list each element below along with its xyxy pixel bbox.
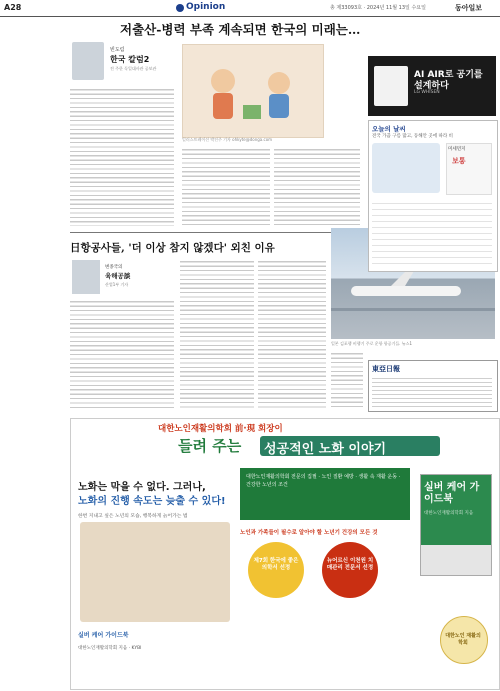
column2-corner: 육해공談 [105, 272, 131, 280]
society-badge-text: 대한노인 재활의학회 [445, 633, 481, 646]
air-conditioner-image [374, 66, 408, 106]
award-text-1: 제7회 한국에 좋은 의학서 선정 [253, 558, 299, 571]
author-role: 전 주한 독일대사관 공보관 [110, 66, 157, 71]
weather-title: 오늘의 날씨 [372, 125, 406, 133]
weather-index-label: 미세먼지 [448, 147, 466, 152]
ad-lead-line2: 노화의 진행 속도는 늦출 수 있다! [78, 496, 226, 507]
author2-photo [72, 260, 100, 294]
column2-text-a [70, 298, 174, 410]
column-corner: 한국 칼럼2 [110, 55, 150, 64]
ad-footer-info: 대한노인재활의학회 지음 · KYBI [78, 646, 142, 651]
photo-caption: 일본 김포행 비행기 주로 운항 항공기들. 뉴스1 [331, 341, 412, 346]
ad-lead-line1: 노화는 막을 수 없다. 그러나, [78, 482, 206, 493]
column2-title: 日항공사들, '더 이상 참지 않겠다' 외친 이유 [70, 242, 275, 254]
masthead: 동아일보 [455, 4, 483, 12]
section-title: Opinion [186, 2, 226, 12]
ad-headline: 성공적인 노화 이야기 [264, 442, 387, 457]
award-text-2: 뉴어르신 이천원 치매관리 전문서 선정 [326, 558, 374, 571]
ad-body-text: 한번 지내고 싶은 노년의 모습, 행복하게 늙어가는 법 [78, 514, 188, 519]
ad-top-line: 대한노인재활의학회 前·現 회장이 [158, 424, 283, 434]
column1-text-c [274, 146, 360, 226]
author2-name: 변종국의 [105, 265, 123, 270]
column2-text-b [180, 258, 254, 410]
author-photo [72, 42, 104, 80]
weather-index-value: 보통 [452, 157, 466, 165]
weather-map [372, 143, 440, 193]
book-author: 대한노인재활의학회 지음 [424, 511, 474, 516]
book-title: 실버 케어 가이드북 [424, 482, 480, 505]
column1-text-b [182, 146, 270, 226]
column1-text-a [70, 86, 174, 226]
ad-features-text: 대한노인재활의학회 전문의 집필 · 노인 질환 예방 · 생활 속 재활 운동 · 건강한 노년의 조건 [246, 474, 401, 488]
column2-text-c [258, 258, 326, 410]
weather-table [372, 198, 492, 266]
weather-summary: 전국 가끔 구름 많고, 동해안 곳에 따라 비 [372, 134, 453, 139]
section-icon [176, 4, 184, 12]
author-name: 빈도림 [110, 47, 125, 53]
section-divider [70, 232, 362, 233]
ad-tagline: 노인과 가족들이 필수로 알아야 할 노년기 건강의 모든 것 [240, 530, 378, 536]
children-illustration [183, 45, 323, 137]
elderly-couple-image [80, 522, 230, 622]
publisher-info-text [372, 375, 492, 407]
author2-role: 산업1부 기자 [105, 282, 129, 287]
column2-text-d [331, 350, 363, 410]
page-number: A28 [4, 3, 22, 12]
column1-illustration [182, 44, 324, 138]
ad-headline-prefix: 들려 주는 [178, 437, 242, 455]
ac-headline: AI AIR로 공기를 설계하다 [414, 70, 483, 91]
publisher-logo: 東亞日報 [372, 365, 400, 373]
issue-meta: 총 제33093호 · 2024년 11월 13일 수요일 [330, 5, 426, 11]
ad-footer-title: 실버 케어 가이드북 [78, 632, 129, 639]
illustration-caption: 일러스트레이션 박진주 기자 ohkyte@donga.com [182, 137, 273, 142]
ac-brand: LG WHISEN [414, 90, 440, 95]
column1-title: 저출산-병력 부족 계속되면 한국의 미래는… [120, 22, 361, 37]
